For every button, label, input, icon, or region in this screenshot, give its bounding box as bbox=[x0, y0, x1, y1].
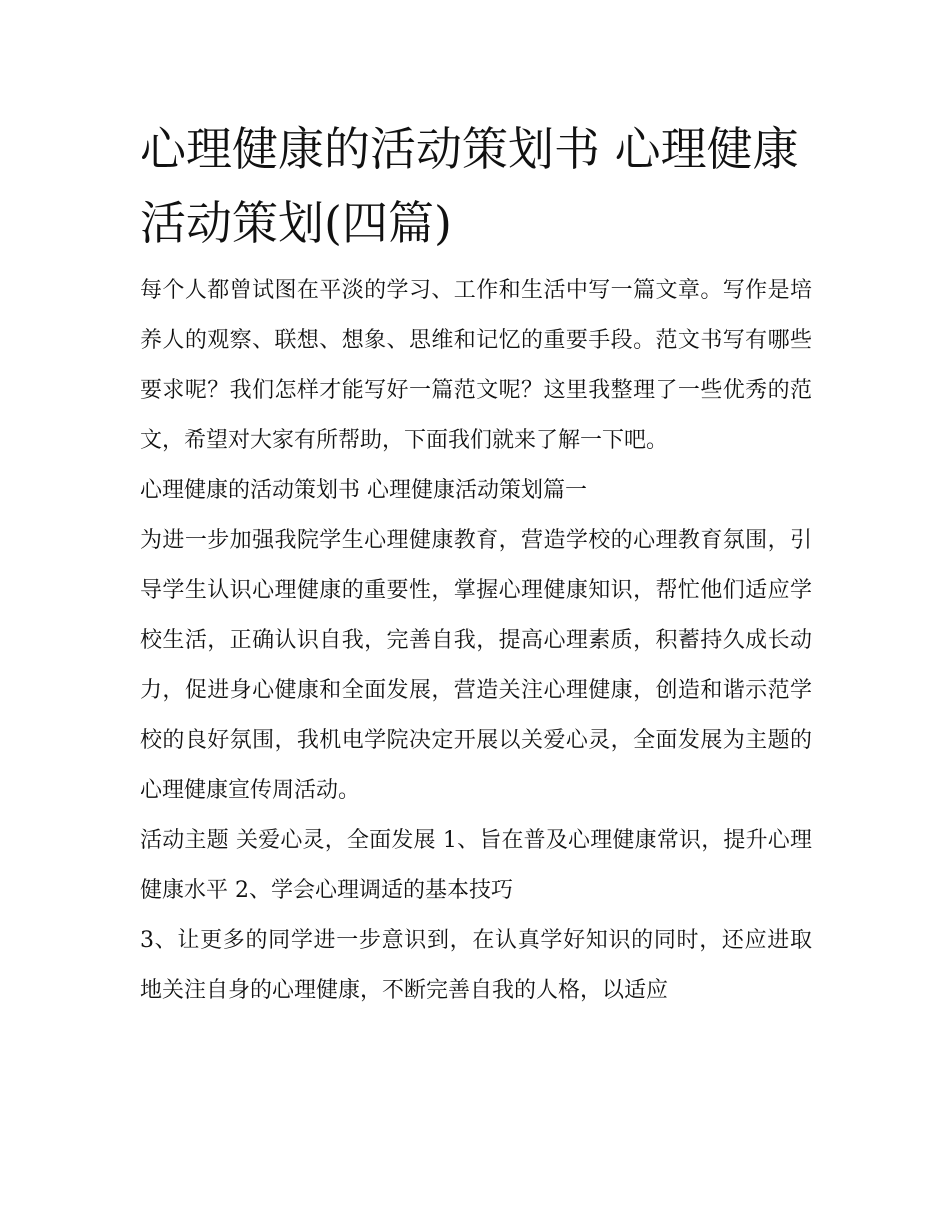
section-heading: 心理健康的活动策划书 心理健康活动策划篇一 bbox=[140, 478, 587, 503]
body-paragraph-2: 活动主题 关爱心灵，全面发展 1、旨在普及心理健康常识，提升心理健康水平 2、学会心理调适的基本技巧 bbox=[140, 828, 812, 903]
document-page bbox=[140, 112, 812, 1016]
document-title: 心理健康的活动策划书 心理健康活动策划(四篇) bbox=[140, 122, 799, 250]
intro-paragraph: 每个人都曾试图在平淡的学习、工作和生活中写一篇文章。写作是培养人的观察、联想、想象、思维和记忆的重要手段。范文书写有哪些要求呢？我们怎样才能写好一篇范文呢？这里我整理了一些优秀的范文，希望对大家有所帮助，下面我们就来了解一下吧。 bbox=[140, 278, 812, 453]
body-paragraph-3: 3、让更多的同学进一步意识到，在认真学好知识的同时，还应进取地关注自身的心理健康，不断完善自我的人格，以适应 bbox=[140, 928, 812, 1003]
body-paragraph-1: 为进一步加强我院学生心理健康教育，营造学校的心理教育氛围，引导学生认识心理健康的重要性，掌握心理健康知识，帮忙他们适应学校生活，正确认识自我，完善自我，提高心理素质，积蓄持久成长动力，促进身心健康和全面发展，营造关注心理健康，创造和谐示范学校的良好氛围，我机电学院决定开展以关爱心灵，全面发展为主题的心理健康宣传周活动。 bbox=[140, 528, 812, 803]
